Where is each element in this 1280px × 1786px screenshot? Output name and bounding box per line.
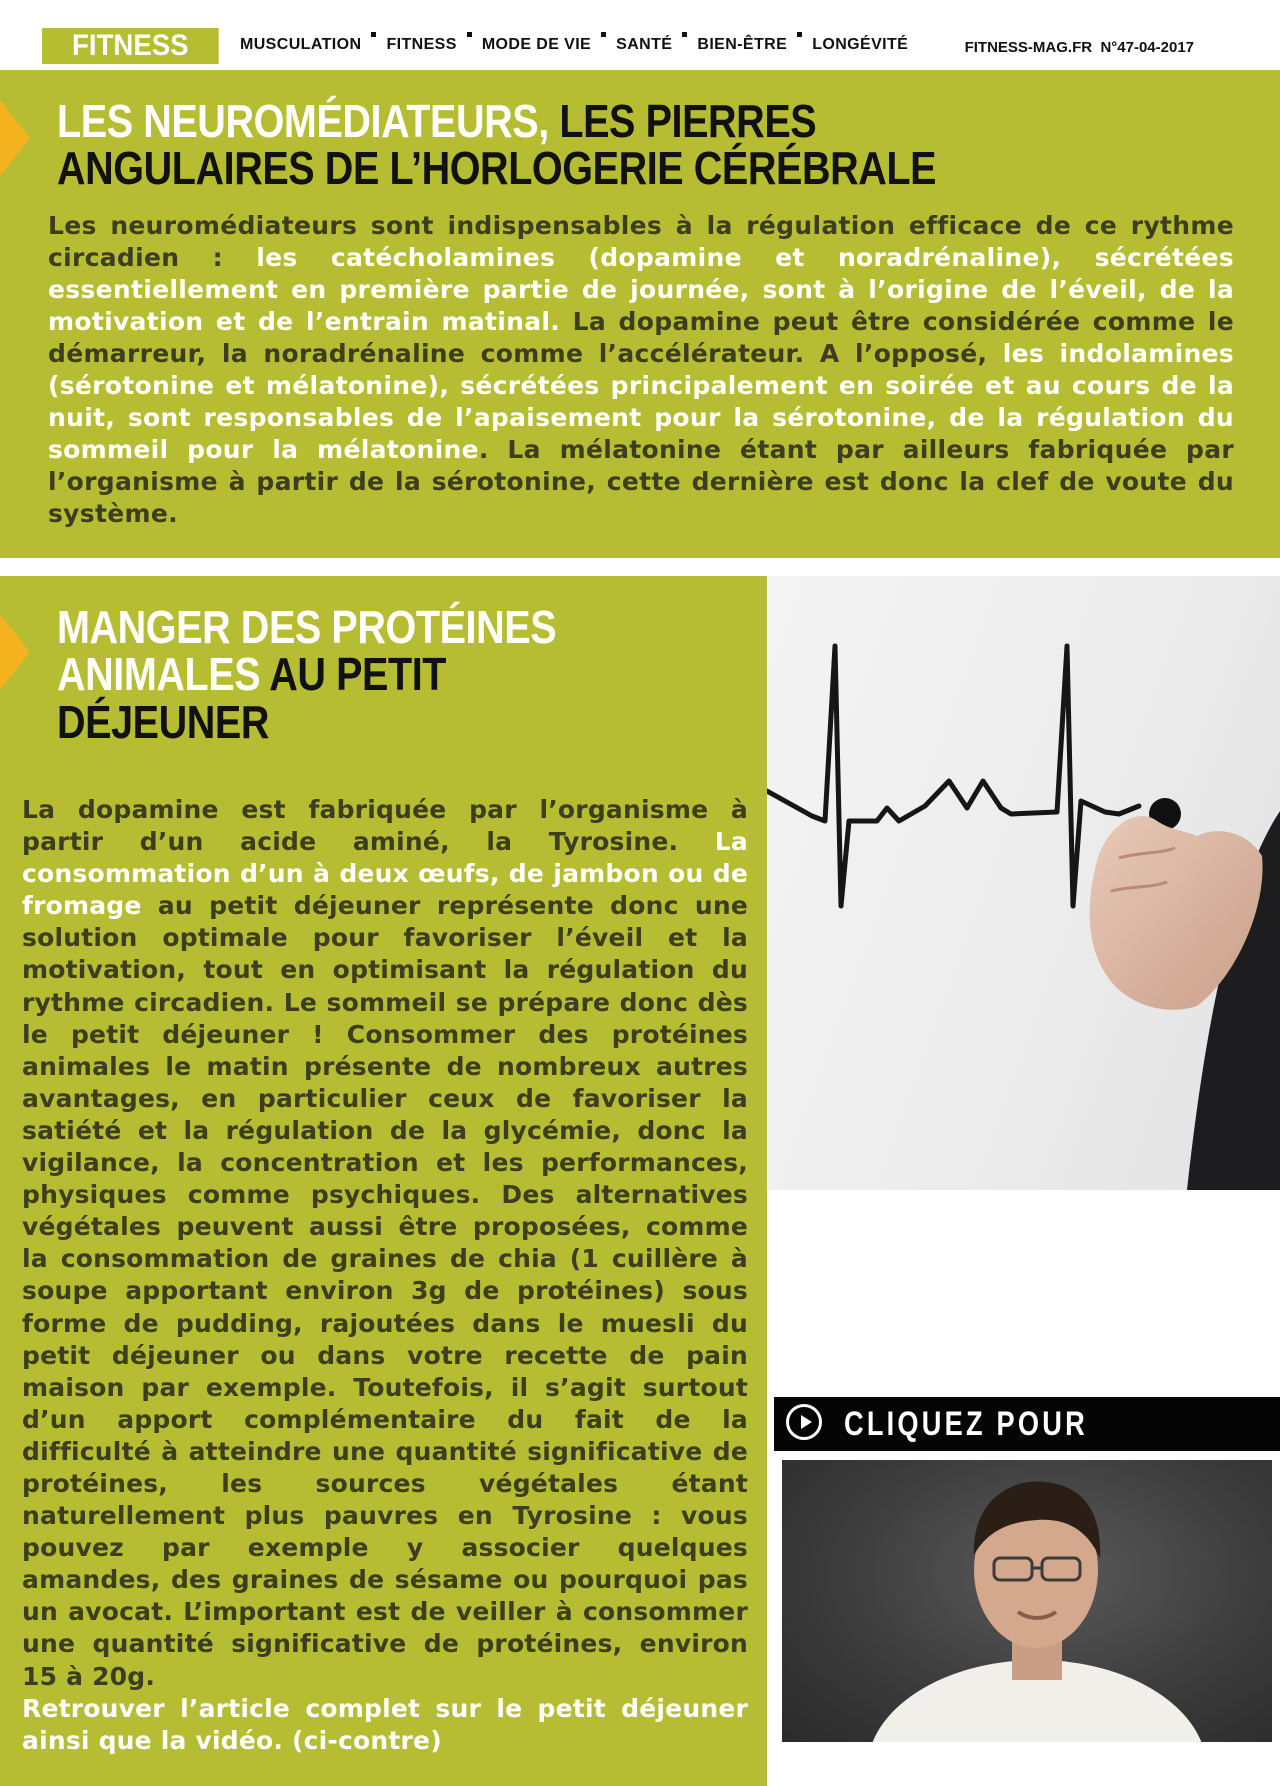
watch-video-button[interactable] [774, 1397, 1280, 1451]
body-highlight: les indolamines (sérotonine et mélatonine), sécrétées principalement en soirée et au cours de la nuit, sont responsables de l’apaisement pour la sérotonine, de la régulation du sommeil pour la mélatonine [48, 339, 1234, 464]
body-highlight: La consommation d’un à deux œufs, de jambon ou de fromage [22, 827, 748, 921]
section-body-proteines [22, 794, 748, 1757]
magazine-logo: FITNESS [42, 28, 219, 64]
body-highlight: les catécholamines (dopamine et noradrénaline), sécrétées essentiellement en première partie de journée, sont à l’origine de l’éveil, de la motivation et de l’entrain matinal. [48, 243, 1234, 336]
nav-item-bien-etre[interactable]: BIEN-ÊTRE [697, 36, 788, 53]
watch-video-label: CLIQUEZ POUR [844, 1405, 1088, 1443]
title-highlight: LES NEUROMÉDIATEURS, [57, 95, 549, 147]
article-link-text[interactable]: Retrouver l’article complet sur le petit déjeuner ainsi que la vidéo. (ci-contre) [22, 1693, 748, 1755]
title-highlight: ANIMALES [57, 648, 261, 701]
category-nav [240, 34, 908, 56]
nav-item-fitness[interactable]: FITNESS [386, 36, 457, 53]
title-rest: AU PETIT [260, 648, 447, 701]
nav-separator [682, 32, 687, 37]
body-text: . La mélatonine étant par ailleurs fabriquée par l’organisme à partir de la sérotonine, cette dernière est donc la clef de voute du système. [48, 435, 1234, 528]
nav-item-mode-de-vie[interactable]: MODE DE VIE [481, 36, 592, 53]
nav-separator [467, 32, 472, 37]
nav-separator [371, 32, 376, 37]
section-title-neuromediateurs [57, 95, 1175, 195]
heartbeat-illustration [767, 576, 1280, 1190]
title-line-2: ANGULAIRES DE L’HORLOGERIE CÉRÉBRALE [57, 142, 937, 195]
body-text: au petit déjeuner représente donc une solution optimale pour favoriser l’éveil et la motivation, tout en optimisant la régulation du rythme circadien. Le sommeil se prépare donc dès le petit déjeuner ! Consommer des protéines animales le matin présente de nombreux autres avantages, en particulier ceux de favoriser la satiété et la régulation de la glycémie, donc la vigilance, la concentration et les performances, physiques comme psychiques. Des alternatives végétales peuvent aussi être proposées, comme la consommation de graines de chia (1 cuillère à soupe apportant environ 3g de protéines) sous forme de pudding, rajoutées dans le muesli du petit déjeuner ou dans votre recette de pain maison par exemple. Toutefois, il s’agit surtout d’un apport complémentaire du fait de la difficulté à atteindre une quantité significative de protéines, les sources végétales étant naturellement plus pauvres en Tyrosine : vous pouvez par exemple y associer quelques amandes, des graines de sésame ou pourquoi pas un avocat. L’important est de veiller à consommer une quantité significative de protéines, environ 15 à 20g. [22, 891, 748, 1691]
site-url[interactable]: FITNESS-MAG.FR [964, 39, 1093, 56]
issue-number: N°47-04-2017 [1100, 39, 1194, 56]
title-line-3: DÉJEUNER [57, 695, 270, 748]
section-arrow-icon [0, 614, 30, 690]
play-icon [786, 1404, 822, 1440]
video-thumbnail[interactable] [782, 1460, 1272, 1742]
title-highlight: MANGER DES PROTÉINES [57, 601, 557, 653]
section-body-neuromediateurs [48, 210, 1234, 530]
nav-item-musculation[interactable]: MUSCULATION [240, 36, 362, 53]
issue-info [965, 38, 1194, 58]
nav-item-sante[interactable]: SANTÉ [616, 36, 673, 53]
body-text: Les neuromédiateurs sont indispensables à la régulation efficace de ce rythme circadien : [48, 211, 1234, 272]
section-title-proteines [57, 601, 711, 748]
presenter-image [782, 1460, 1272, 1742]
heartbeat-drawing [767, 576, 1280, 1190]
nav-separator [601, 32, 606, 37]
body-text: La dopamine est fabriquée par l’organisme à partir d’un acide aminé, la Tyrosine. [22, 795, 748, 857]
section-arrow-icon [0, 100, 30, 176]
title-rest: LES PIERRES [559, 95, 817, 147]
section-divider [0, 558, 1280, 576]
body-text: La dopamine peut être considérée comme le démarreur, la noradrénaline comme l’accélérateur. A l’opposé, [48, 307, 1234, 368]
nav-item-longevite[interactable]: LONGÉVITÉ [812, 36, 909, 53]
nav-separator [797, 32, 802, 37]
